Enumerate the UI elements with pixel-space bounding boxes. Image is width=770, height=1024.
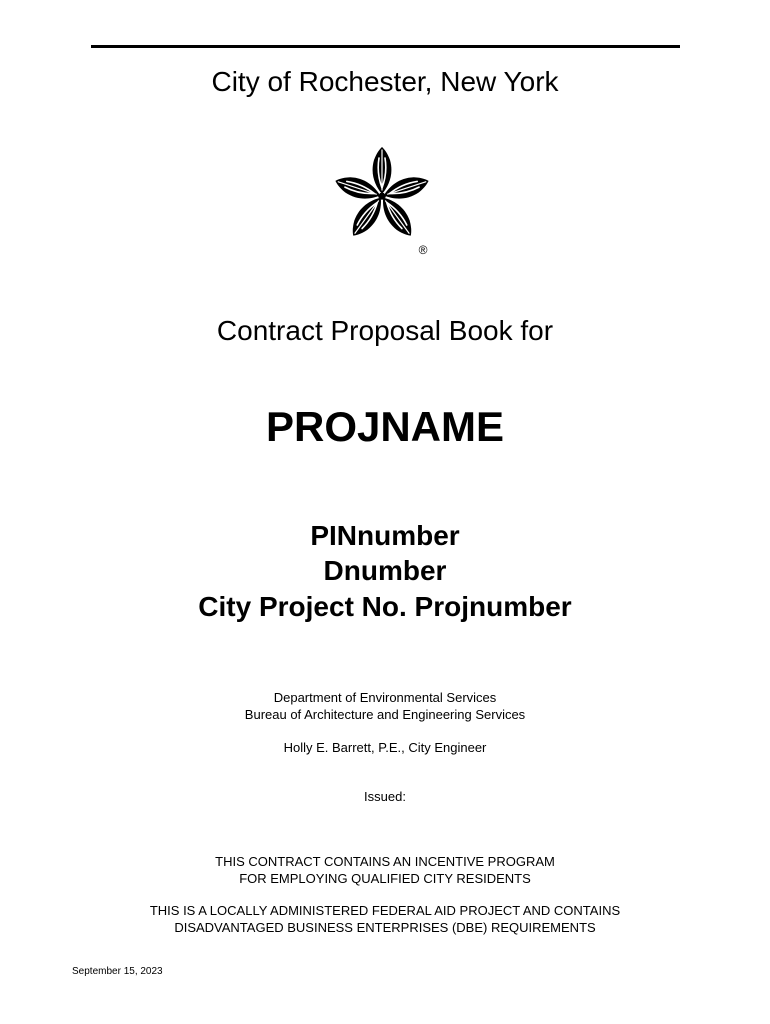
pin-number: PINnumber [310,520,460,551]
incentive-notice-line1: THIS CONTRACT CONTAINS AN INCENTIVE PROGRAM [215,854,555,869]
department-name: Department of Environmental Services [273,690,497,705]
federal-notice-line1: THIS IS A LOCALLY ADMINISTERED FEDERAL AID PROJECT AND CONTAINS [149,903,621,918]
city-title: City of Rochester, New York [211,66,559,97]
city-engineer: Holly E. Barrett, P.E., City Engineer [283,740,487,755]
federal-notice-line2: DISADVANTAGED BUSINESS ENTERPRISES (DBE) REQUIREMENTS [174,920,596,935]
proposal-heading: Contract Proposal Book for [216,315,554,346]
project-name: PROJNAME [265,403,505,450]
registered-mark: ® [418,243,428,257]
city-project-number: City Project No. Projnumber [198,591,572,622]
issued-label: Issued: [364,789,406,804]
d-number: Dnumber [323,555,447,586]
top-rule [91,45,680,48]
bureau-name: Bureau of Architecture and Engineering Services [244,707,526,722]
footer-date: September 15, 2023 [72,966,163,977]
incentive-notice-line2: FOR EMPLOYING QUALIFIED CITY RESIDENTS [239,871,531,886]
rochester-lilac-emblem-icon [330,140,436,260]
